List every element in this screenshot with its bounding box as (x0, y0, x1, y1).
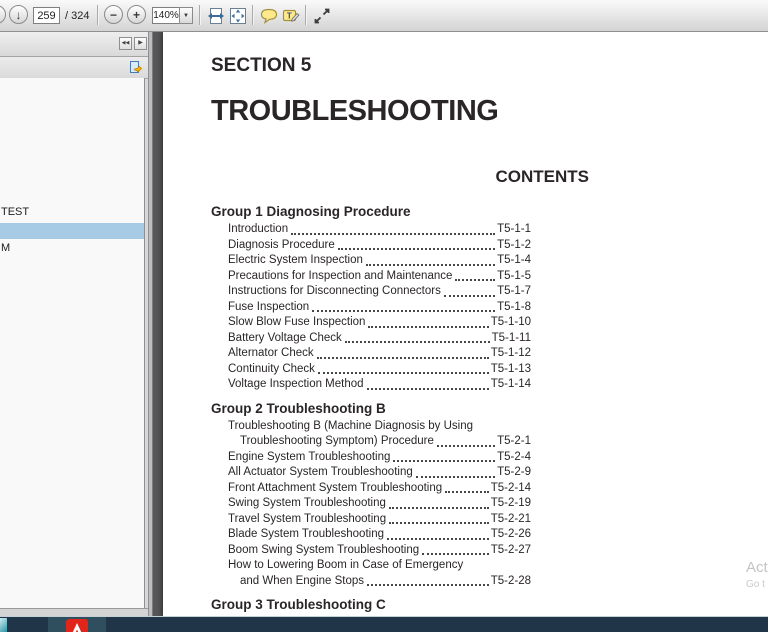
toc-entry[interactable] (228, 450, 531, 466)
toc-entry-text: Boom Swing System Troubleshooting (228, 543, 420, 556)
toc-entry-page: T5-1-1 (497, 223, 531, 235)
toc-entry-page: T5-2-4 (497, 450, 531, 463)
fit-page-button[interactable] (228, 6, 248, 26)
bookmarks-list (0, 78, 144, 257)
toc-leader-dots (422, 543, 489, 556)
toc-entry-page: T5-1-2 (497, 238, 531, 251)
toc-entry-text: Travel System Troubleshooting (228, 512, 387, 525)
adobe-reader-icon (66, 619, 88, 632)
toc-leader-dots (445, 481, 489, 494)
panel-options-button[interactable] (128, 60, 143, 75)
toolbar-separator (199, 5, 201, 25)
toc-entry-page: T5-2-1 (497, 435, 531, 447)
down-arrow-icon: ↓ (15, 8, 22, 22)
plus-icon: + (132, 8, 140, 22)
chevron-down-icon: ▼ (183, 13, 189, 19)
text-annotation-button[interactable] (281, 6, 301, 26)
toc-leader-dots (387, 527, 489, 540)
toc-entry-page: T5-1-12 (490, 347, 531, 359)
activate-windows-watermark (746, 559, 768, 590)
doc-title: TROUBLESHOOTING (211, 95, 499, 127)
previous-page-button[interactable] (0, 5, 6, 24)
zoom-in-button[interactable] (127, 5, 146, 24)
toc-entry[interactable] (240, 574, 531, 590)
fullscreen-arrows-icon (312, 6, 332, 26)
toc-entry[interactable] (228, 419, 531, 435)
toc-entry-page: T5-2-28 (490, 574, 531, 587)
windows-taskbar (0, 616, 768, 632)
toc-entry[interactable] (228, 377, 531, 393)
collapse-panel-button[interactable] (119, 37, 132, 50)
page-count-label: / 324 (65, 10, 90, 22)
toc-leader-dots (345, 331, 490, 344)
toc-entry[interactable] (228, 331, 531, 347)
toc-entry-text: Electric System Inspection (228, 254, 363, 266)
toc-entry-text: Swing System Troubleshooting (228, 497, 386, 509)
fit-width-button[interactable] (206, 6, 226, 26)
toc-entry-page: T5-2-14 (490, 481, 531, 494)
toc-entry-page: T5-2-19 (490, 497, 531, 509)
toc-entry-page: T5-1-4 (497, 254, 531, 266)
toc-leader-dots (338, 238, 495, 251)
toc-group-heading: Group 1 Diagnosing Procedure (211, 204, 411, 219)
toc-leader-dots (416, 465, 495, 478)
toc-entry-page: T5-1-5 (497, 269, 531, 282)
watermark-line2: Go t (746, 579, 765, 590)
double-chevron-left-icon: ◀◀ (121, 40, 130, 46)
toc-entry[interactable] (228, 558, 531, 574)
toc-leader-dots (444, 284, 495, 297)
toc-entry-text: Front Attachment System Troubleshooting (228, 481, 443, 494)
panel-options-icon (128, 60, 143, 75)
toc-entry[interactable] (228, 238, 531, 254)
zoom-level-value[interactable]: 140% (152, 7, 180, 24)
toc-entry-page: T5-2-27 (490, 543, 531, 556)
zoom-dropdown-button[interactable] (179, 7, 193, 24)
document-viewer-background (153, 31, 768, 617)
toc-leader-dots (437, 434, 495, 447)
toc-leader-dots (367, 377, 489, 390)
toc-entry-text: Battery Voltage Check (228, 331, 342, 344)
toc-entry[interactable] (228, 527, 531, 543)
zoom-out-button[interactable] (104, 5, 123, 24)
bookmarks-panel (0, 78, 145, 608)
toc-group-heading: Group 2 Troubleshooting B (211, 400, 386, 416)
toc-entry[interactable] (228, 362, 531, 378)
toc-leader-dots (393, 450, 495, 463)
bookmarks-toolbar (0, 57, 148, 79)
toc-entry-text: Troubleshooting Symptom) Procedure (240, 435, 434, 447)
toc-entry[interactable] (228, 512, 531, 528)
toc-leader-dots (291, 222, 495, 235)
toc-leader-dots (312, 300, 495, 313)
toc-entry-text: Troubleshooting B (Machine Diagnosis by Using (228, 419, 474, 432)
toc-entry[interactable] (228, 253, 531, 269)
toc-leader-dots (366, 253, 495, 266)
toc-leader-dots (389, 496, 489, 509)
sidebar-header-bar (0, 31, 148, 57)
bookmark-item-selected[interactable] (0, 223, 144, 239)
toc-entry-page: T5-2-21 (490, 512, 531, 525)
next-page-button[interactable] (9, 5, 28, 24)
bookmark-item[interactable]: M (1, 242, 11, 254)
toc-entry-text: Continuity Check (228, 362, 315, 375)
toc-leader-dots (367, 574, 489, 587)
taskbar-active-app-button[interactable] (48, 617, 106, 632)
toc-entry-text: Blade System Troubleshooting (228, 528, 384, 540)
toc-entry-text: Instructions for Disconnecting Connectors (228, 285, 441, 297)
fit-page-icon (228, 6, 248, 26)
toc-entry[interactable] (228, 315, 531, 331)
watermark-line1: Act (746, 559, 768, 576)
toc-entry-page: T5-2-26 (490, 528, 531, 540)
toc-entry-text: Alternator Check (228, 347, 314, 359)
toc-entry-page: T5-1-14 (490, 378, 531, 390)
toolbar-separator (305, 5, 307, 25)
doc-contents-label: CONTENTS (495, 167, 589, 186)
pdf-toolbar (0, 0, 768, 32)
toc-entry[interactable] (228, 284, 531, 300)
toc-entry-text: Diagnosis Procedure (228, 238, 335, 251)
toc-leader-dots (368, 315, 488, 328)
page-number-input[interactable] (33, 7, 60, 24)
toc-entry-text: Fuse Inspection (228, 300, 310, 313)
toolbar-separator (97, 5, 99, 25)
minus-icon: − (109, 8, 117, 22)
toc-entry[interactable] (240, 434, 531, 450)
toc-entry[interactable] (228, 222, 531, 238)
comment-tool-button[interactable] (259, 6, 279, 26)
toc-entry[interactable] (228, 465, 531, 481)
toc-entry-page: T5-1-8 (497, 300, 531, 313)
toolbar-separator (252, 5, 254, 25)
toc-entry-text: Slow Blow Fuse Inspection (228, 316, 366, 328)
toc-leader-dots (389, 512, 489, 525)
toc-entry[interactable] (228, 481, 531, 497)
toc-entry-text: and When Engine Stops (240, 574, 365, 587)
toc-entry[interactable] (228, 346, 531, 362)
toc-entry-page: T5-1-11 (491, 331, 531, 344)
toc-entry-text: All Actuator System Troubleshooting (228, 466, 413, 478)
taskbar-partial-app-icon[interactable] (0, 618, 7, 632)
toc-leader-dots (317, 346, 489, 359)
toc-entry[interactable] (228, 496, 531, 512)
toc-leader-dots (455, 269, 495, 282)
toc-group-heading: Group 3 Troubleshooting C (211, 597, 386, 612)
toc-entry-text: Voltage Inspection Method (228, 378, 364, 390)
pdf-page (163, 31, 768, 617)
toc-entry-page: T5-1-10 (490, 316, 531, 328)
bookmarks-sidebar (0, 31, 148, 617)
toc-entry[interactable] (228, 543, 531, 559)
toc-entry-page: T5-1-7 (497, 285, 531, 297)
toc-entry[interactable] (228, 300, 531, 316)
chevron-right-icon: ▶ (138, 40, 143, 46)
text-annotation-icon (281, 6, 301, 26)
svg-text:T: T (286, 11, 292, 21)
fullscreen-button[interactable] (312, 6, 332, 26)
toc (211, 204, 531, 615)
toc-entry-page: T5-2-9 (497, 466, 531, 478)
expand-panel-button[interactable] (134, 37, 147, 50)
toc-entry-text: Precautions for Inspection and Maintenance (228, 269, 453, 282)
main-area (0, 31, 768, 617)
toc-leader-dots (318, 362, 489, 375)
speech-bubble-icon (259, 6, 279, 26)
toc-entry-text: Introduction (228, 223, 289, 235)
toc-entry-text: Engine System Troubleshooting (228, 450, 391, 463)
toc-entry-page: T5-1-13 (490, 362, 531, 375)
toc-entry[interactable] (228, 269, 531, 285)
toc-entry-text: How to Lowering Boom in Case of Emergency (228, 559, 464, 571)
doc-section-label: SECTION 5 (211, 55, 312, 76)
bookmark-item[interactable]: TEST (1, 206, 30, 218)
fit-width-icon (206, 6, 226, 26)
